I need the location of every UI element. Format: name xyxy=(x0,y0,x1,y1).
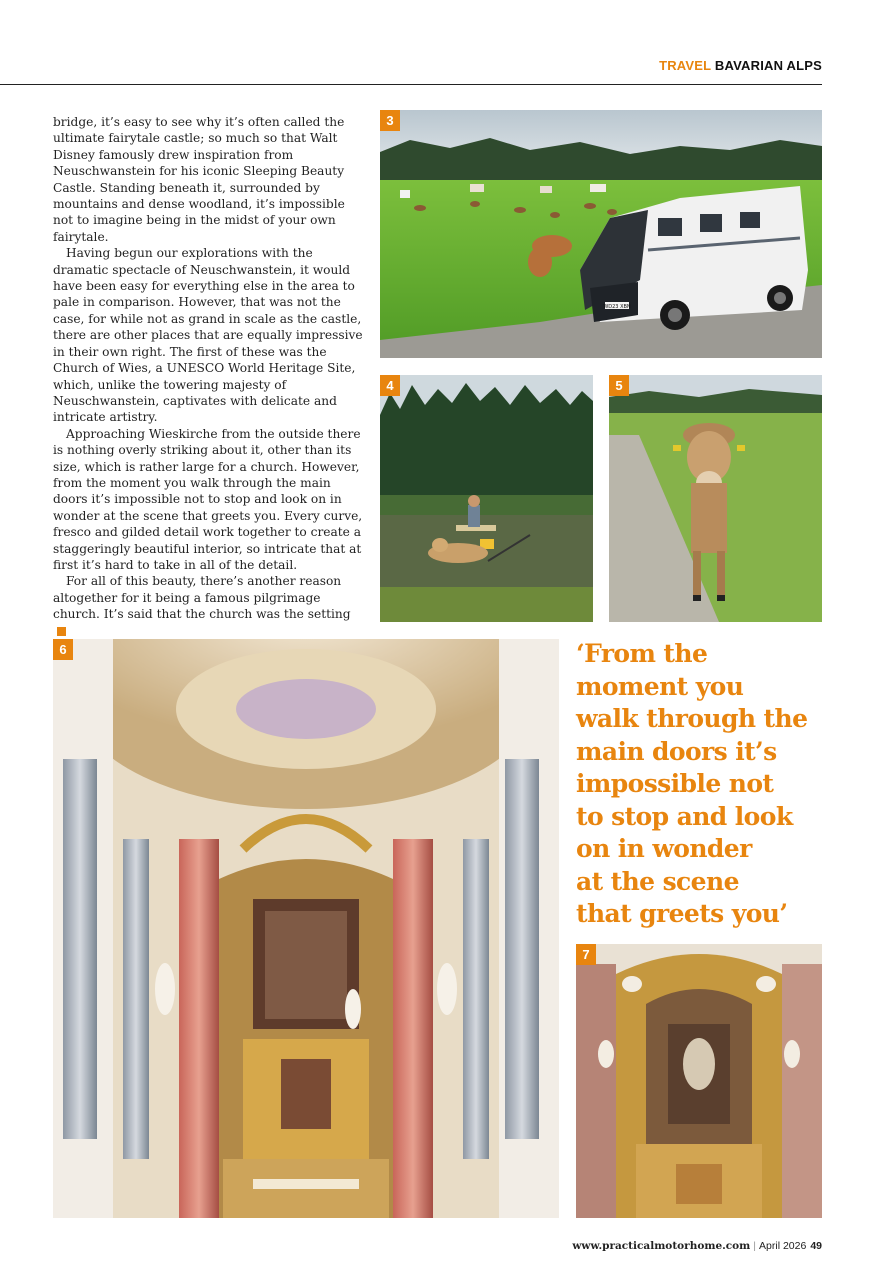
pull-quote-line: main doors it’s xyxy=(576,736,777,766)
photo-number: 3 xyxy=(380,110,400,131)
paragraph: bridge, it’s easy to see why it’s often called the ultimate fairytale castle; so much so that Walt Disney famously drew inspiration from Neuschwanstein for his iconic Sleeping Beauty Castle. Standing beneath it, surrounded by mountains and dense woodland, it’s impossible not to imagine being in the midst of your own fairytale. xyxy=(53,115,345,244)
photo-number: 4 xyxy=(380,375,400,396)
page-number: 49 xyxy=(810,1240,822,1252)
photo-cow-path xyxy=(609,375,822,622)
pull-quote-line: walk through the xyxy=(576,704,808,733)
paragraph: Approaching Wieskirche from the outside there is nothing overly striking about it, other than its size, which is rather large for a church. However, from the moment you walk through the main doors it’s impossible not to stop and look on in wonder at the scene that greets you. Every curve, fresco and gilded detail work together to create a staggeringly beautiful interior, so intricate that at first it’s hard to take in all of the detail. xyxy=(53,426,363,572)
number-plate: WD23 XBN xyxy=(603,304,631,310)
photo-number: 5 xyxy=(609,375,629,396)
pull-quote-line: on in wonder xyxy=(576,834,752,863)
pull-quote-line: at the scene xyxy=(576,866,739,896)
article-body xyxy=(53,114,363,639)
photo-number: 6 xyxy=(53,639,73,660)
running-header xyxy=(659,58,822,73)
pull-quote-line: impossible not xyxy=(576,769,774,798)
photo-side-altar xyxy=(576,944,822,1218)
page-footer xyxy=(572,1240,822,1252)
pull-quote-line: to stop and look xyxy=(576,801,793,831)
footer-separator: | xyxy=(753,1240,757,1252)
photo-paddleboard-dog xyxy=(380,375,593,622)
header-rule xyxy=(0,84,822,85)
pull-quote xyxy=(576,638,822,931)
paragraph: Having begun our explorations with the dramatic spectacle of Neuschwanstein, it would have been easy for everything else in the area to pale in comparison. However, that was not the case, for while not as grand in scale as the castle, there are other places that are equally impressive in their own right. The first of these was the Church of Wies, a UNESCO World Heritage Site, which, unlike the towering majesty of Neuschwanstein, captivates with delicate and intricate artistry. xyxy=(53,246,363,425)
section-label: TRAVEL xyxy=(659,58,712,73)
paragraph-text: For all of this beauty, there’s another reason altogether for it being a famous pilgrimage church. It’s said that the church was the setting xyxy=(53,574,351,622)
photo-wieskirche-interior xyxy=(53,639,559,1218)
footer-date: April 2026 xyxy=(759,1240,807,1252)
paragraph xyxy=(53,573,363,639)
pull-quote-line: moment you xyxy=(576,671,744,701)
continue-arrow-icon: ▸ xyxy=(57,627,66,636)
pull-quote-line: that greets you’ xyxy=(576,899,788,928)
pull-quote-line: ‘From the xyxy=(576,639,708,668)
footer-url: www.practicalmotorhome.com xyxy=(572,1240,751,1252)
photo-motorhome-cows xyxy=(380,110,822,358)
photo-number: 7 xyxy=(576,944,596,965)
topic-label: BAVARIAN ALPS xyxy=(714,58,822,73)
